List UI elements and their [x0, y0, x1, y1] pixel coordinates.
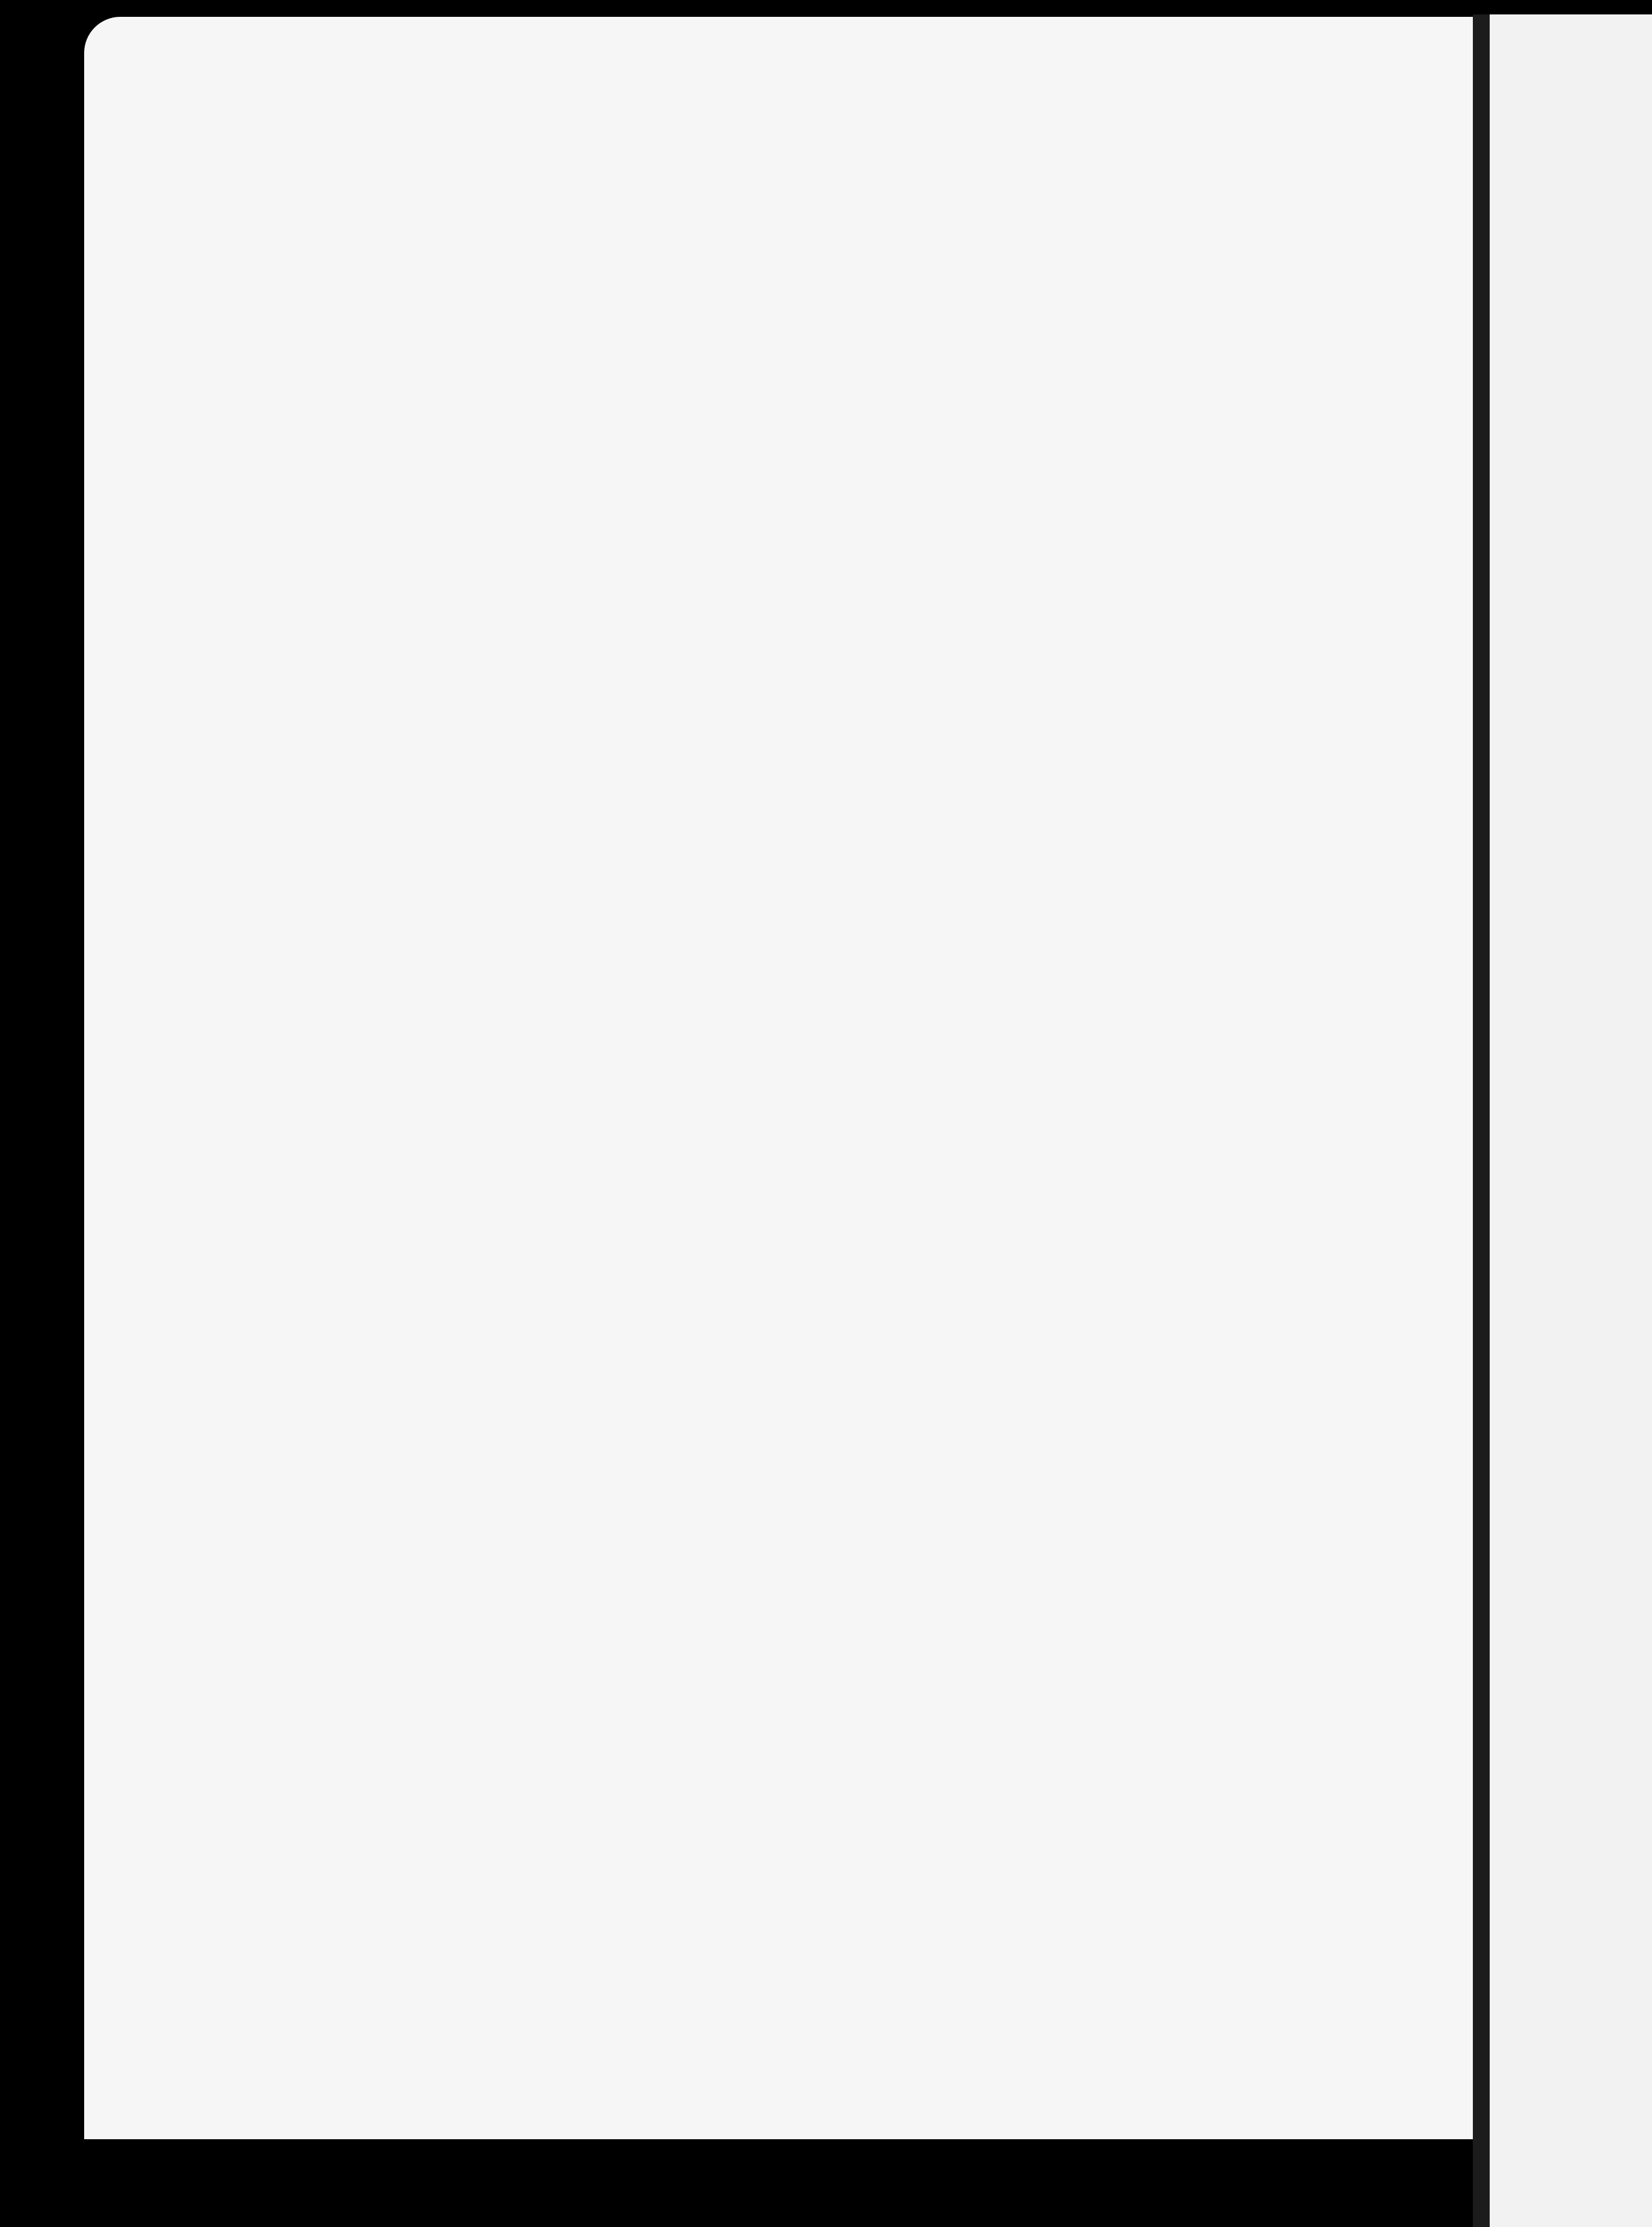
- facing-page-edge: [1490, 14, 1652, 2227]
- ledger-page: [84, 17, 1479, 2139]
